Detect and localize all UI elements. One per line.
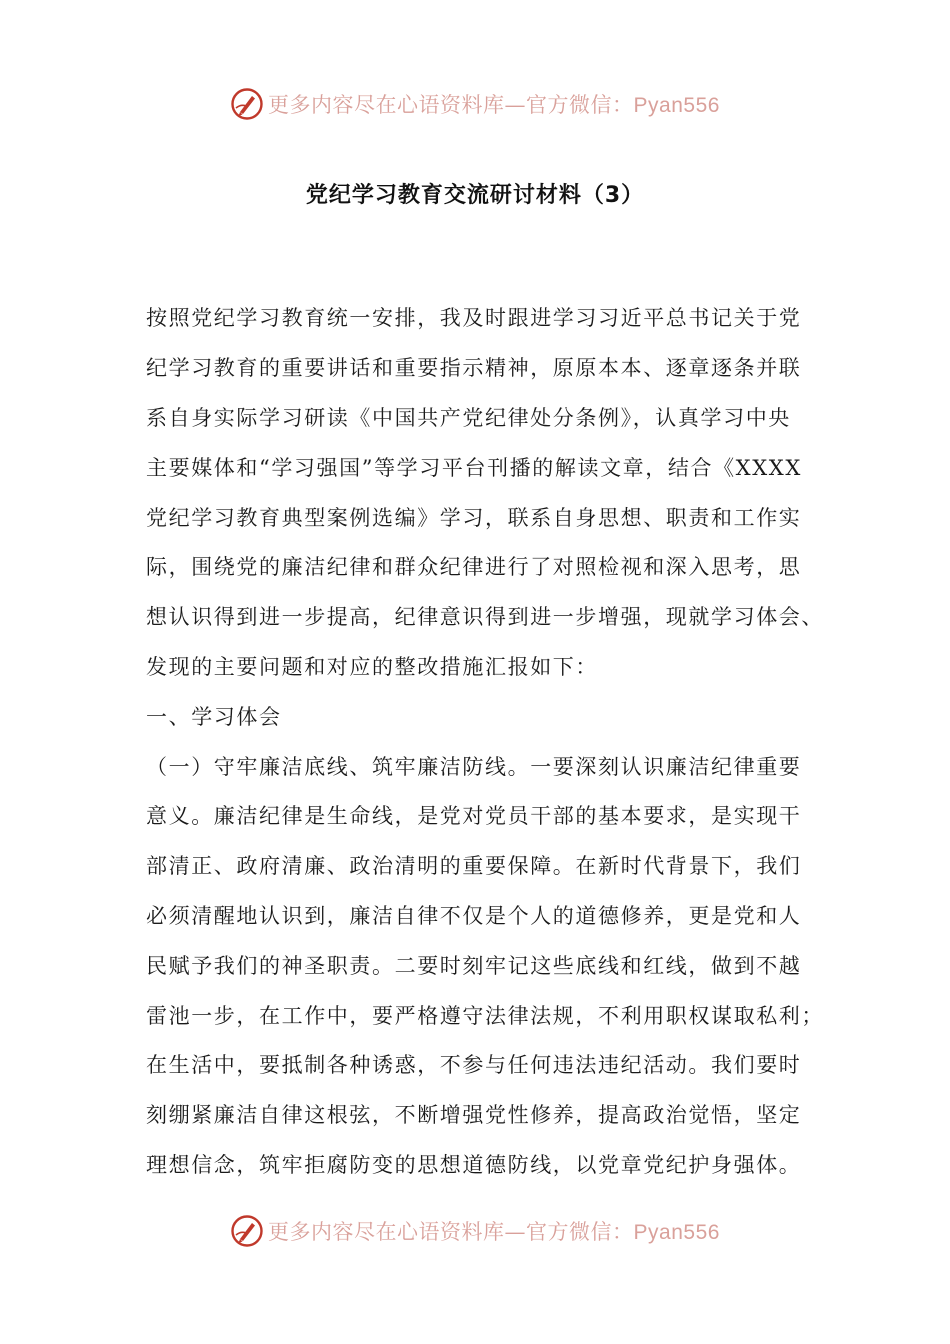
body-line: 主要媒体和“学习强国”等学习平台刊播的解读文章，结合《XXXX [146, 456, 802, 480]
body-line: 意义。廉洁纪律是生命线，是党对党员干部的基本要求，是实现干 [146, 804, 802, 828]
pen-logo-icon [230, 87, 264, 121]
body-line: 系自身实际学习研读《中国共产党纪律处分条例》，认真学习中央 [146, 406, 791, 430]
body-line: 党纪学习教育典型案例选编》学习，联系自身思想、职责和工作实 [146, 506, 802, 530]
section-heading: 一、学习体会 [146, 705, 282, 729]
body-line: 理想信念，筑牢拒腐防变的思想道德防线，以党章党纪护身强体。 [146, 1153, 802, 1177]
body-line: 际，围绕党的廉洁纪律和群众纪律进行了对照检视和深入思考，思 [146, 555, 802, 579]
body-line: 民赋予我们的神圣职责。二要时刻牢记这些底线和红线，做到不越 [146, 954, 802, 978]
watermark-text: 更多内容尽在心语资料库—官方微信：Pyan556 [268, 1220, 720, 1244]
body-line: 按照党纪学习教育统一安排，我及时跟进学习习近平总书记关于党 [146, 306, 802, 330]
body-line: 雷池一步，在工作中，要严格遵守法律法规，不利用职权谋取私利； [146, 1004, 824, 1028]
body-line: 在生活中，要抵制各种诱惑，不参与任何违法违纪活动。我们要时 [146, 1053, 802, 1077]
body-line: （一）守牢廉洁底线、筑牢廉洁防线。一要深刻认识廉洁纪律重要 [146, 755, 802, 779]
body-line: 刻绷紧廉洁自律这根弦，不断增强党性修养，提高政治觉悟，坚定 [146, 1103, 802, 1127]
body-line: 想认识得到进一步提高，纪律意识得到进一步增强，现就学习体会、 [146, 605, 824, 629]
watermark-banner-bottom [0, 1211, 950, 1251]
pen-logo-icon [230, 1214, 264, 1248]
watermark-banner-top [0, 84, 950, 124]
body-line: 纪学习教育的重要讲话和重要指示精神，原原本本、逐章逐条并联 [146, 356, 802, 380]
watermark-text: 更多内容尽在心语资料库—官方微信：Pyan556 [268, 93, 720, 117]
body-line: 必须清醒地认识到，廉洁自律不仅是个人的道德修养，更是党和人 [146, 904, 802, 928]
body-line: 发现的主要问题和对应的整改措施汇报如下： [146, 655, 598, 679]
body-line: 部清正、政府清廉、政治清明的重要保障。在新时代背景下，我们 [146, 854, 802, 878]
document-title: 党纪学习教育交流研讨材料（3） [305, 183, 645, 208]
